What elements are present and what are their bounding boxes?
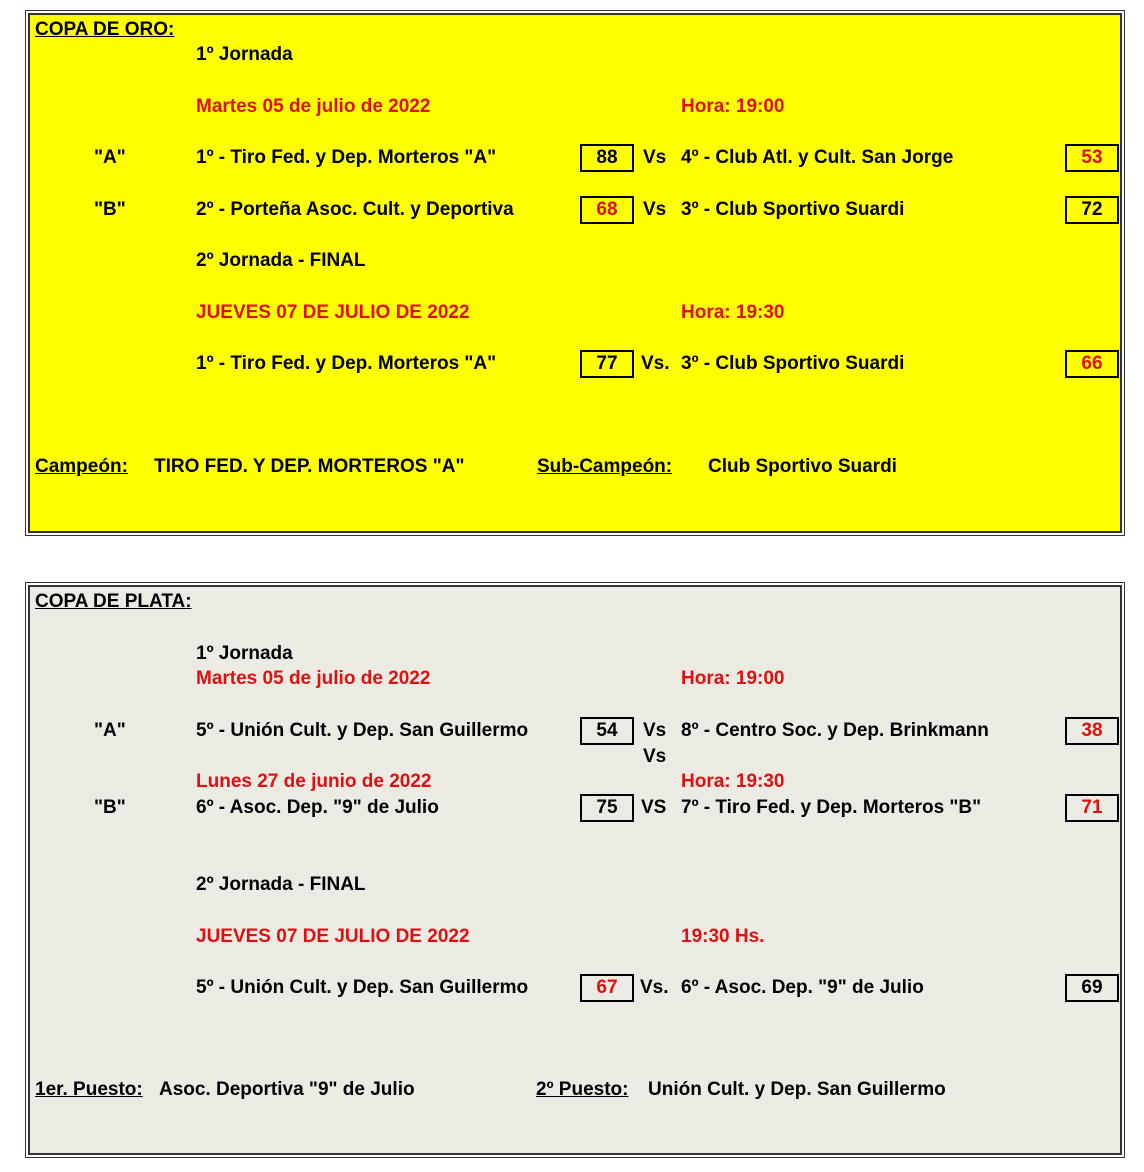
away-score: 72 bbox=[1065, 196, 1119, 224]
home-score: 88 bbox=[580, 144, 634, 172]
vs-label: Vs. bbox=[640, 977, 669, 998]
away-score: 71 bbox=[1065, 794, 1119, 822]
away-team: 8º - Centro Soc. y Dep. Brinkmann bbox=[681, 720, 989, 741]
jornada-1-time: Hora: 19:00 bbox=[681, 668, 785, 689]
home-team: 6º - Asoc. Dep. "9" de Julio bbox=[196, 797, 439, 818]
away-team: 3º - Club Sportivo Suardi bbox=[681, 353, 905, 374]
home-score: 54 bbox=[580, 717, 634, 745]
jornada-2-time: 19:30 Hs. bbox=[681, 926, 765, 947]
jornada-2-label: 2º Jornada - FINAL bbox=[196, 250, 366, 271]
jornada-2-label: 2º Jornada - FINAL bbox=[196, 874, 366, 895]
jornada-2-date: JUEVES 07 DE JULIO DE 2022 bbox=[196, 926, 470, 947]
vs-label: VS bbox=[641, 797, 667, 818]
group-b-label: "B" bbox=[94, 797, 126, 818]
second-place-team: Unión Cult. y Dep. San Guillermo bbox=[648, 1079, 946, 1100]
home-score: 67 bbox=[580, 974, 634, 1002]
vs-label: Vs bbox=[643, 147, 667, 168]
champion-team: TIRO FED. Y DEP. MORTEROS "A" bbox=[154, 456, 465, 477]
panel-title: COPA DE PLATA: bbox=[35, 591, 192, 612]
away-team: 6º - Asoc. Dep. "9" de Julio bbox=[681, 977, 924, 998]
home-score: 75 bbox=[580, 794, 634, 822]
jornada-1-date: Martes 05 de julio de 2022 bbox=[196, 668, 431, 689]
vs-label: Vs bbox=[643, 720, 667, 741]
home-score: 68 bbox=[580, 196, 634, 224]
away-team: 7º - Tiro Fed. y Dep. Morteros "B" bbox=[681, 797, 982, 818]
jornada-2-time: Hora: 19:30 bbox=[681, 302, 785, 323]
jornada-1-time: Hora: 19:00 bbox=[681, 96, 785, 117]
vs-label: Vs. bbox=[641, 353, 670, 374]
champion-label: Campeón: bbox=[35, 456, 128, 477]
home-team: 1º - Tiro Fed. y Dep. Morteros "A" bbox=[196, 147, 497, 168]
group-a-label: "A" bbox=[94, 147, 126, 168]
vs-label: Vs bbox=[643, 199, 667, 220]
group-b-label: "B" bbox=[94, 199, 126, 220]
away-score: 53 bbox=[1065, 144, 1119, 172]
home-team: 5º - Unión Cult. y Dep. San Guillermo bbox=[196, 720, 529, 741]
copa-de-oro-panel bbox=[28, 13, 1122, 533]
vs-label-secondary: Vs bbox=[643, 746, 667, 767]
away-team: 3º - Club Sportivo Suardi bbox=[681, 199, 905, 220]
home-team: 5º - Unión Cult. y Dep. San Guillermo bbox=[196, 977, 529, 998]
home-score: 77 bbox=[580, 350, 634, 378]
jornada-1-label: 1º Jornada bbox=[196, 643, 293, 664]
match-b-date: Lunes 27 de junio de 2022 bbox=[196, 771, 432, 792]
second-place-label: 2º Puesto: bbox=[536, 1079, 629, 1100]
first-place-label: 1er. Puesto: bbox=[35, 1079, 143, 1100]
away-team: 4º - Club Atl. y Cult. San Jorge bbox=[681, 147, 954, 168]
runner-up-label: Sub-Campeón: bbox=[537, 456, 673, 477]
away-score: 69 bbox=[1065, 974, 1119, 1002]
jornada-2-date: JUEVES 07 DE JULIO DE 2022 bbox=[196, 302, 470, 323]
home-team: 2º - Porteña Asoc. Cult. y Deportiva bbox=[196, 199, 514, 220]
runner-up-team: Club Sportivo Suardi bbox=[708, 456, 897, 477]
jornada-1-date: Martes 05 de julio de 2022 bbox=[196, 96, 431, 117]
first-place-team: Asoc. Deportiva "9" de Julio bbox=[159, 1079, 415, 1100]
home-team: 1º - Tiro Fed. y Dep. Morteros "A" bbox=[196, 353, 497, 374]
group-a-label: "A" bbox=[94, 720, 126, 741]
away-score: 38 bbox=[1065, 717, 1119, 745]
panel-title: COPA DE ORO: bbox=[35, 19, 175, 40]
away-score: 66 bbox=[1065, 350, 1119, 378]
copa-de-plata-panel bbox=[28, 585, 1122, 1155]
match-b-time: Hora: 19:30 bbox=[681, 771, 785, 792]
jornada-1-label: 1º Jornada bbox=[196, 44, 293, 65]
